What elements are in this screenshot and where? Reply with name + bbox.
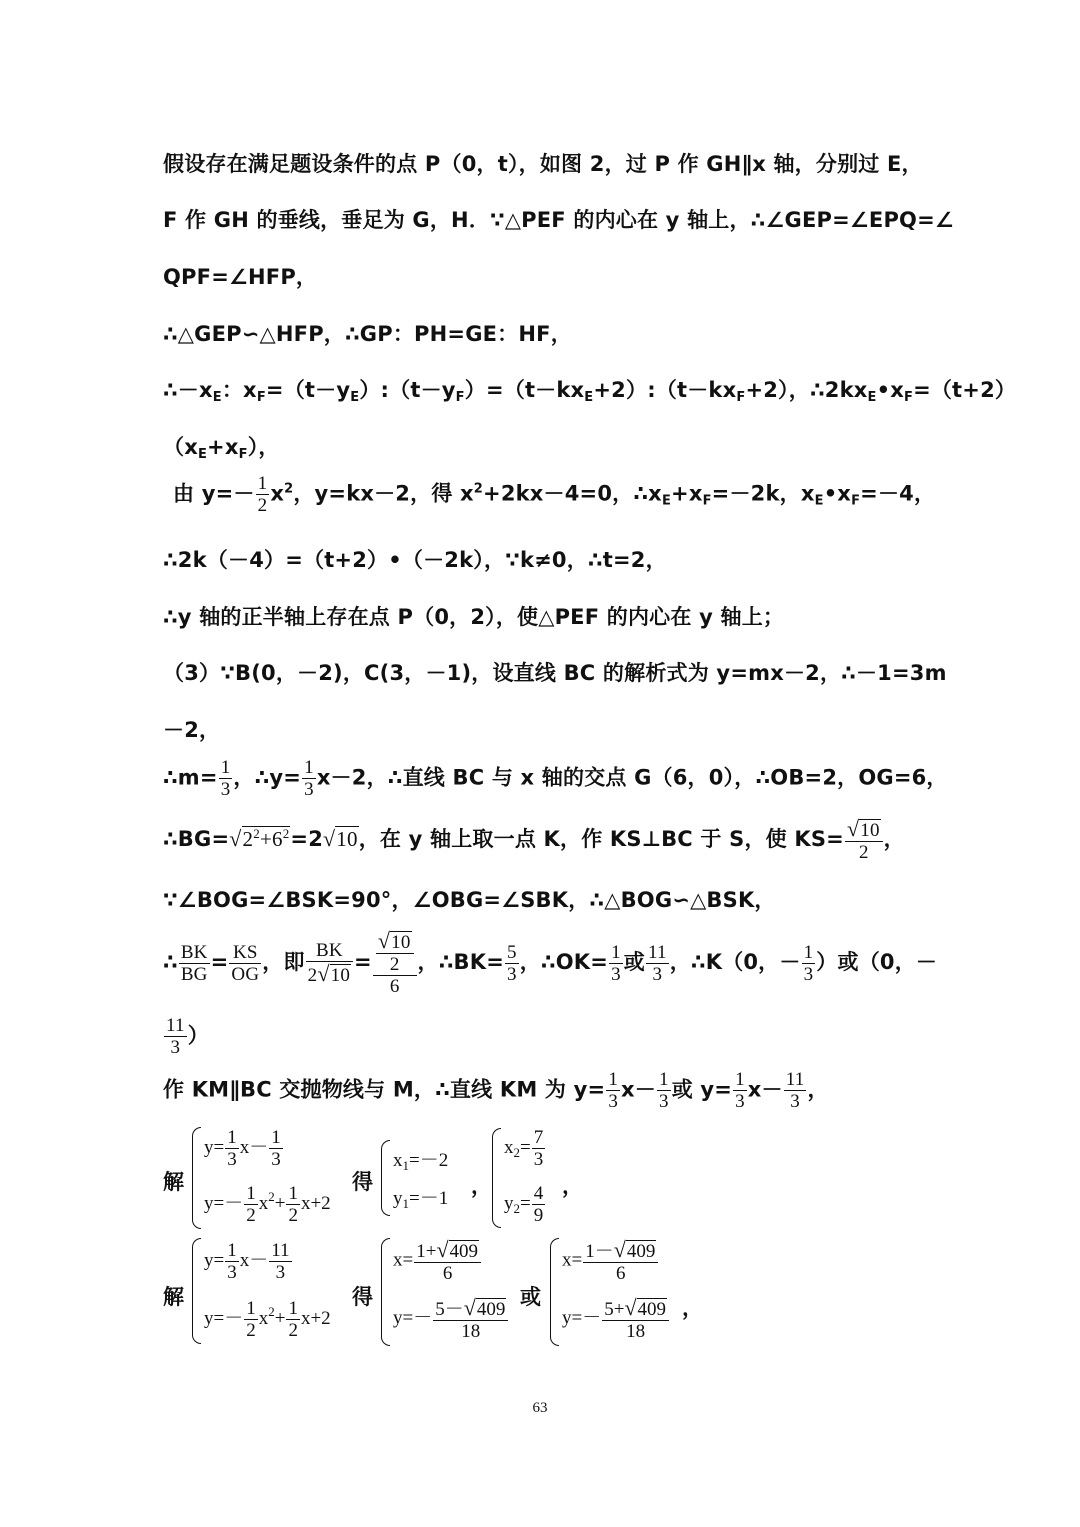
text-line-4: ∴△GEP∽△HFP，∴GP：PH=GE：HF， <box>163 322 572 346</box>
system-2-eq2: y=－ $\frac{1}{2}$ $x^2+$ $\frac{1}{2}$ x+2 <box>204 1298 331 1341</box>
brace-2a <box>381 1238 390 1346</box>
get-label-2: 得 <box>352 1285 373 1309</box>
text-line-11: －2， <box>163 718 221 742</box>
page-number: 63 <box>532 1400 548 1416</box>
text-line-10: （3）∵B(0，－2)，C(3，－1)，设直线 BC 的解析式为 y=mx－2，∴－1=3m <box>163 661 947 685</box>
or-label: 或 <box>520 1285 541 1309</box>
text-line-6: $(x_E+x_F)$， <box>163 435 280 462</box>
comma-3: ， <box>682 1296 703 1320</box>
sol-2b-y: y=－ $\frac{5+√409}{18}$ <box>562 1297 670 1341</box>
system-2-eq1: y= $\frac{1}{3}$ x－ $\frac{11}{3}$ <box>204 1240 290 1283</box>
comma-2: ， <box>562 1174 583 1198</box>
brace-2 <box>192 1238 201 1344</box>
get-label-1: 得 <box>352 1170 373 1194</box>
text-line-7: 由 y=－ $\frac{1}{2}$ $x^2$，y=kx－2，得 $x^2+2kx-4=0$，$\therefore x_E+x_F=-2k$，$x_E•x_F=-4$， <box>173 473 936 516</box>
text-line-5: $\therefore-x_E$：$x_F=(t-y_E):(t-y_F)=(t-kx_E+2):(t-kx_F+2)$，$\therefore 2kx_E•x_F=(t+2)$ <box>163 378 1017 405</box>
comma-1: ， <box>471 1174 492 1198</box>
text-line-3: QPF=∠HFP， <box>163 265 318 289</box>
sol-1b-y: $y_2=$ $\frac{4}{9}$ <box>504 1183 544 1226</box>
text-line-15: ∴ $\frac{BK}{BG}$ = $\frac{KS}{OG}$ ，即 $\frac{BK}{2√10}$ = $\frac{\frac{√10}{2}}{6}$ ，∴BK= $\frac{5}{3}$ ，∴OK= $\frac{1}{3}$ 或 $\frac{11}{3}$ ，∴K（0，－ $\frac{1}{3}$ ）或（0，－ <box>163 928 938 997</box>
text-line-1: 假设存在满足题设条件的点 P（0，t），如图 2，过 P 作 GH∥x 轴，分别过 E， <box>163 152 923 176</box>
text-line-8: ∴2k（－4）=（t+2）•（－2k），∵k≠0，∴t=2， <box>163 548 667 572</box>
brace-2b <box>550 1238 559 1346</box>
text-line-13: $\therefore BG=√2^2+6^2=2√10$，在 y 轴上取一点 K，作 KS⊥BC 于 S，使 KS= $\frac{√10}{2}$ ， <box>163 816 905 863</box>
sol-2a-y: y=－ $\frac{5-√409}{18}$ <box>393 1297 509 1341</box>
brace-1a <box>381 1140 390 1216</box>
text-line-9: ∴y 轴的正半轴上存在点 P（0，2），使△PEF 的内心在 y 轴上； <box>163 605 785 629</box>
sol-1a-y: $y_1=-1$ <box>393 1188 449 1211</box>
text-line-17: 作 KM∥BC 交抛物线与 M，∴直线 KM 为 y= $\frac{1}{3}$ x－ $\frac{1}{3}$ 或 y= $\frac{1}{3}$ x－ $\frac{11}{3}$ ， <box>163 1069 829 1112</box>
sol-1b-x: $x_2=$ $\frac{7}{3}$ <box>504 1127 544 1170</box>
sol-1a-x: $x_1=-2$ <box>393 1150 449 1173</box>
system-1-eq2: y=－ $\frac{1}{2}$ $x^2+$ $\frac{1}{2}$ x+2 <box>204 1183 331 1226</box>
sol-2b-x: x= $\frac{1-√409}{6}$ <box>562 1239 659 1283</box>
sol-2a-x: x= $\frac{1+√409}{6}$ <box>393 1239 482 1283</box>
brace-1 <box>192 1127 201 1229</box>
solve-label-2: 解 <box>163 1285 184 1309</box>
system-1-eq1: y= $\frac{1}{3}$ x－ $\frac{1}{3}$ <box>204 1127 281 1170</box>
brace-1b <box>492 1128 501 1228</box>
solve-label-1: 解 <box>163 1170 184 1194</box>
text-line-2: F 作 GH 的垂线，垂足为 G，H．∵△PEF 的内心在 y 轴上，∴∠GEP=∠EPQ=∠ <box>163 208 954 232</box>
text-line-12: ∴m= $\frac{1}{3}$ ，∴y= $\frac{1}{3}$ x－2，∴直线 BC 与 x 轴的交点 G（6，0），∴OB=2，OG=6， <box>163 757 948 800</box>
text-line-16: $\frac{11}{3}$ ） <box>166 1015 209 1058</box>
text-line-14: ∵∠BOG=∠BSK=90°，∠OBG=∠SBK，∴△BOG∽△BSK， <box>163 888 776 912</box>
